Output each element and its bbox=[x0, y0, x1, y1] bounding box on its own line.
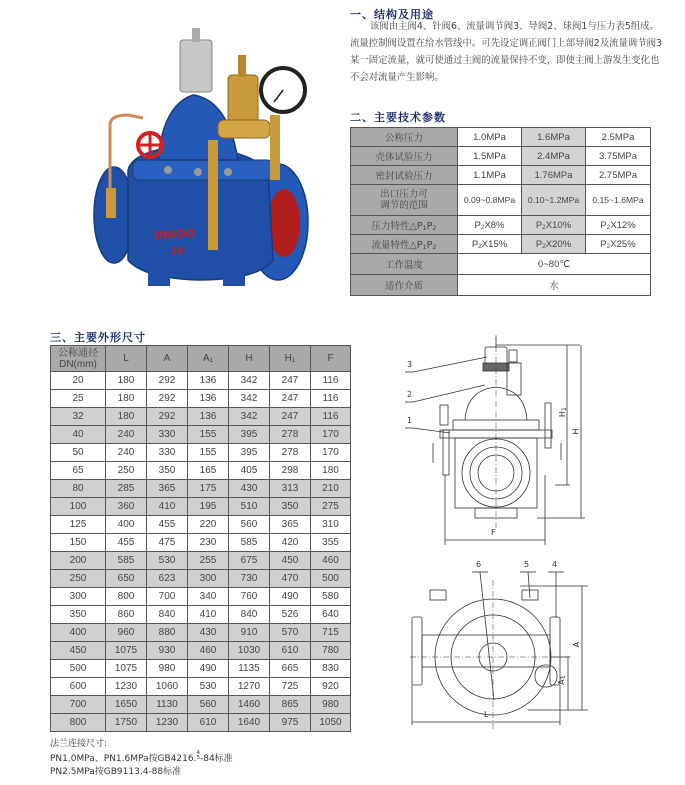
spec-row bbox=[351, 275, 651, 296]
header-h1: $H_1$ bbox=[270, 346, 311, 372]
dimension-cell: 960 bbox=[106, 624, 147, 642]
dim-label-l: L bbox=[484, 710, 489, 719]
dimension-cell: 1460 bbox=[229, 696, 270, 714]
dimension-cell: 1130 bbox=[147, 696, 188, 714]
spec-value: 1.0MPa bbox=[458, 128, 522, 147]
dimension-row bbox=[51, 462, 351, 480]
spec-value: 1.76MPa bbox=[522, 166, 586, 185]
dimension-cell: 1060 bbox=[147, 678, 188, 696]
dimension-row bbox=[51, 642, 351, 660]
dimension-cell: 700 bbox=[147, 588, 188, 606]
dimension-cell: 560 bbox=[229, 516, 270, 534]
dimension-cell: 526 bbox=[270, 606, 311, 624]
spec-value: 0.15~1.6MPa bbox=[586, 185, 651, 216]
header-dn bbox=[51, 346, 106, 372]
spec-value: $P_2X15\%$ bbox=[458, 235, 522, 254]
front-elevation-drawing bbox=[395, 335, 595, 550]
dimension-cell: 490 bbox=[188, 660, 229, 678]
dn-cell: 40 bbox=[51, 426, 106, 444]
spec-row bbox=[351, 128, 651, 147]
dimension-cell: 405 bbox=[229, 462, 270, 480]
dimension-cell: 780 bbox=[311, 642, 351, 660]
dimension-cell: 560 bbox=[188, 696, 229, 714]
top-view-drawing bbox=[410, 560, 590, 735]
dimension-row bbox=[51, 606, 351, 624]
dimension-cell: 980 bbox=[147, 660, 188, 678]
dimension-cell: 1030 bbox=[229, 642, 270, 660]
dim-label-h: H bbox=[571, 428, 581, 435]
dimension-cell: 365 bbox=[270, 516, 311, 534]
spec-label: 流量特性$\triangle P_1P_2$ bbox=[351, 235, 458, 254]
dimension-cell: 1050 bbox=[311, 714, 351, 732]
dimension-cell: 865 bbox=[270, 696, 311, 714]
dimension-cell: 400 bbox=[106, 516, 147, 534]
dimension-cell: 860 bbox=[106, 606, 147, 624]
spec-label: 壳体试验压力 bbox=[351, 147, 458, 166]
dimension-cell: 350 bbox=[270, 498, 311, 516]
dimension-cell: 530 bbox=[147, 552, 188, 570]
spec-value: 0.10~1.2MPa bbox=[522, 185, 586, 216]
spec-label-text: 流量特性△P bbox=[371, 240, 423, 251]
dimension-row bbox=[51, 552, 351, 570]
product-photo bbox=[88, 10, 338, 295]
spec-label: 适作介质 bbox=[351, 275, 458, 296]
dimension-cell: 715 bbox=[311, 624, 351, 642]
dimension-cell: 610 bbox=[188, 714, 229, 732]
dimension-cell: 255 bbox=[188, 552, 229, 570]
dimension-row bbox=[51, 588, 351, 606]
spec-row bbox=[351, 235, 651, 254]
dimension-cell: 195 bbox=[188, 498, 229, 516]
dimension-cell: 292 bbox=[147, 390, 188, 408]
dimension-header-row bbox=[51, 346, 351, 372]
dimension-cell: 760 bbox=[229, 588, 270, 606]
dimension-cell: 340 bbox=[188, 588, 229, 606]
spec-value: 0~80℃ bbox=[458, 254, 651, 275]
dn-cell: 600 bbox=[51, 678, 106, 696]
spec-label: 密封试验压力 bbox=[351, 166, 458, 185]
dimension-cell: 136 bbox=[188, 408, 229, 426]
fraction-top: 4 bbox=[196, 750, 200, 756]
dn-cell: 250 bbox=[51, 570, 106, 588]
dn-cell: 450 bbox=[51, 642, 106, 660]
dimension-row bbox=[51, 570, 351, 588]
dimension-row bbox=[51, 480, 351, 498]
dimension-cell: 585 bbox=[229, 534, 270, 552]
dimension-cell: 136 bbox=[188, 372, 229, 390]
dn-cell: 65 bbox=[51, 462, 106, 480]
dimension-cell: 640 bbox=[311, 606, 351, 624]
dimension-cell: 410 bbox=[188, 606, 229, 624]
brand-text: UNIOO bbox=[153, 226, 196, 243]
dimension-cell: 975 bbox=[270, 714, 311, 732]
dn-cell: 500 bbox=[51, 660, 106, 678]
dimension-row bbox=[51, 714, 351, 732]
spec-label: 压力特性$\triangle P_1P_2$ bbox=[351, 216, 458, 235]
dimension-cell: 725 bbox=[270, 678, 311, 696]
dimension-cell: 155 bbox=[188, 444, 229, 462]
dimension-cell: 330 bbox=[147, 444, 188, 462]
dn-cell: 300 bbox=[51, 588, 106, 606]
dimension-row bbox=[51, 624, 351, 642]
dimension-cell: 455 bbox=[147, 516, 188, 534]
callout-4: 4 bbox=[552, 560, 558, 569]
section1-title: 一、结构及用途 bbox=[350, 8, 434, 21]
top-drawing-svg bbox=[410, 560, 590, 735]
note-line bbox=[50, 751, 233, 766]
spec-value: 水 bbox=[458, 275, 651, 296]
spec-label-line: 出口压力可 bbox=[380, 189, 428, 200]
spec-value: $P_2X20\%$ bbox=[522, 235, 586, 254]
dimension-cell: 342 bbox=[229, 408, 270, 426]
dimension-cell: 650 bbox=[106, 570, 147, 588]
dimension-cell: 730 bbox=[229, 570, 270, 588]
dimension-cell: 278 bbox=[270, 426, 311, 444]
spec-value: 2.4MPa bbox=[522, 147, 586, 166]
dimension-cell: 830 bbox=[311, 660, 351, 678]
dimension-row bbox=[51, 390, 351, 408]
dimension-cell: 170 bbox=[311, 444, 351, 462]
dimension-cell: 116 bbox=[311, 390, 351, 408]
dimension-cell: 675 bbox=[229, 552, 270, 570]
dimension-cell: 980 bbox=[311, 696, 351, 714]
dimension-cell: 930 bbox=[147, 642, 188, 660]
dimension-cell: 430 bbox=[229, 480, 270, 498]
callout-1: 1 bbox=[407, 416, 413, 425]
dimension-cell: 800 bbox=[106, 588, 147, 606]
dimension-row bbox=[51, 426, 351, 444]
note-text: PN1.0MPa、PN1.6MPa按GB4216. bbox=[50, 754, 197, 764]
dn-cell: 32 bbox=[51, 408, 106, 426]
spec-value: 1.5MPa bbox=[458, 147, 522, 166]
dimension-cell: 1135 bbox=[229, 660, 270, 678]
dimension-cell: 247 bbox=[270, 390, 311, 408]
spec-value: 0.09~0.8MPa bbox=[458, 185, 522, 216]
note-text: -84标准 bbox=[199, 754, 233, 764]
dimension-cell: 180 bbox=[106, 390, 147, 408]
header-dn-line: 公称通径 bbox=[58, 347, 98, 359]
dim-label-a: A bbox=[572, 641, 582, 648]
dimension-cell: 500 bbox=[311, 570, 351, 588]
dimension-cell: 292 bbox=[147, 408, 188, 426]
dimension-cell: 455 bbox=[106, 534, 147, 552]
spec-label: 工作温度 bbox=[351, 254, 458, 275]
dimension-cell: 285 bbox=[106, 480, 147, 498]
callout-6: 6 bbox=[476, 560, 482, 569]
dimension-row bbox=[51, 678, 351, 696]
spec-row bbox=[351, 166, 651, 185]
spec-value: $P_2X10\%$ bbox=[522, 216, 586, 235]
spec-value: 2.5MPa bbox=[586, 128, 651, 147]
spec-value: $P_2X12\%$ bbox=[586, 216, 651, 235]
spec-row bbox=[351, 147, 651, 166]
dimension-cell: 116 bbox=[311, 372, 351, 390]
dimension-cell: 210 bbox=[311, 480, 351, 498]
section2-title: 二、主要技术参数 bbox=[350, 111, 446, 124]
spec-label: 公称压力 bbox=[351, 128, 458, 147]
header-a1: $A_1$ bbox=[188, 346, 229, 372]
dimension-cell: 365 bbox=[147, 480, 188, 498]
dimension-cell: 240 bbox=[106, 426, 147, 444]
dimension-cell: 165 bbox=[188, 462, 229, 480]
note-line: PN2.5MPa按GB9113.4-88标准 bbox=[50, 767, 182, 777]
dimension-row bbox=[51, 516, 351, 534]
dimension-cell: 580 bbox=[311, 588, 351, 606]
header-f: F bbox=[311, 346, 351, 372]
dimension-row bbox=[51, 660, 351, 678]
dimension-cell: 136 bbox=[188, 390, 229, 408]
dimension-cell: 840 bbox=[147, 606, 188, 624]
dimension-cell: 570 bbox=[270, 624, 311, 642]
dimension-cell: 310 bbox=[311, 516, 351, 534]
dimension-cell: 430 bbox=[188, 624, 229, 642]
dimension-cell: 298 bbox=[270, 462, 311, 480]
spec-row bbox=[351, 254, 651, 275]
dimension-cell: 355 bbox=[311, 534, 351, 552]
dimension-cell: 342 bbox=[229, 372, 270, 390]
dim-label-f: F bbox=[491, 528, 496, 537]
dimension-cell: 116 bbox=[311, 408, 351, 426]
dimension-cell: 475 bbox=[147, 534, 188, 552]
dn-cell: 50 bbox=[51, 444, 106, 462]
dimension-cell: 350 bbox=[147, 462, 188, 480]
dimension-cell: 330 bbox=[147, 426, 188, 444]
callout-2: 2 bbox=[407, 390, 413, 399]
dimension-row bbox=[51, 444, 351, 462]
callout-3: 3 bbox=[407, 360, 413, 369]
dimension-cell: 880 bbox=[147, 624, 188, 642]
dimension-cell: 247 bbox=[270, 372, 311, 390]
spec-value: 3.75MPa bbox=[586, 147, 651, 166]
dimension-cell: 420 bbox=[270, 534, 311, 552]
dn-cell: 200 bbox=[51, 552, 106, 570]
dimension-cell: 1075 bbox=[106, 660, 147, 678]
dimension-row bbox=[51, 696, 351, 714]
dimension-cell: 460 bbox=[188, 642, 229, 660]
note-line: 法兰连接尺寸: bbox=[50, 739, 108, 749]
dimension-cell: 313 bbox=[270, 480, 311, 498]
dn-cell: 125 bbox=[51, 516, 106, 534]
spec-label-line: 调节的范围 bbox=[380, 200, 428, 211]
header-h: H bbox=[229, 346, 270, 372]
dn-cell: 800 bbox=[51, 714, 106, 732]
dimension-cell: 1230 bbox=[106, 678, 147, 696]
dimension-table bbox=[50, 345, 351, 732]
dimension-row bbox=[51, 372, 351, 390]
dimension-cell: 342 bbox=[229, 390, 270, 408]
dimension-cell: 490 bbox=[270, 588, 311, 606]
dimension-cell: 1075 bbox=[106, 642, 147, 660]
header-dn-line: DN(mm) bbox=[59, 358, 97, 370]
dimension-cell: 840 bbox=[229, 606, 270, 624]
dimension-cell: 910 bbox=[229, 624, 270, 642]
dn-cell: 20 bbox=[51, 372, 106, 390]
dimension-cell: 180 bbox=[311, 462, 351, 480]
dimension-cell: 220 bbox=[188, 516, 229, 534]
dn-cell: 700 bbox=[51, 696, 106, 714]
dimension-cell: 300 bbox=[188, 570, 229, 588]
valve-illustration bbox=[88, 10, 338, 295]
dimension-cell: 585 bbox=[106, 552, 147, 570]
dimension-cell: 247 bbox=[270, 408, 311, 426]
dimension-cell: 170 bbox=[311, 426, 351, 444]
dimension-cell: 510 bbox=[229, 498, 270, 516]
spec-value: $P_2X25\%$ bbox=[586, 235, 651, 254]
dimension-cell: 292 bbox=[147, 372, 188, 390]
spec-value: 1.1MPa bbox=[458, 166, 522, 185]
spec-label bbox=[351, 185, 458, 216]
dimension-cell: 470 bbox=[270, 570, 311, 588]
dimension-cell: 1750 bbox=[106, 714, 147, 732]
dimension-cell: 1270 bbox=[229, 678, 270, 696]
dimension-cell: 155 bbox=[188, 426, 229, 444]
dimension-row bbox=[51, 498, 351, 516]
dimension-cell: 395 bbox=[229, 426, 270, 444]
dimension-cell: 250 bbox=[106, 462, 147, 480]
size-text: 16 bbox=[170, 246, 184, 257]
dimension-cell: 450 bbox=[270, 552, 311, 570]
dimension-cell: 240 bbox=[106, 444, 147, 462]
dimension-cell: 1640 bbox=[229, 714, 270, 732]
dimension-cell: 1230 bbox=[147, 714, 188, 732]
section1-paragraph: 该阀由主阀4、针阀6、流量调节阀3、导阀2、球阀1与压力表5组成。流量控制阀设置在给水管线中。可先设定调正阀门上部导阀2及流量调节阀3某一固定流量，就可使通过主阀的流量保持不变，即使主阀上游发生变化也不会对流量产生影响。 bbox=[350, 21, 662, 83]
dimension-cell: 665 bbox=[270, 660, 311, 678]
dn-cell: 25 bbox=[51, 390, 106, 408]
header-l: L bbox=[106, 346, 147, 372]
spec-value: 2.75MPa bbox=[586, 166, 651, 185]
spec-value: $P_2X8\%$ bbox=[458, 216, 522, 235]
dn-cell: 400 bbox=[51, 624, 106, 642]
section3-title: 三、主要外形尺寸 bbox=[50, 331, 146, 344]
spec-table bbox=[350, 127, 651, 296]
dn-cell: 80 bbox=[51, 480, 106, 498]
header-a: A bbox=[147, 346, 188, 372]
dn-cell: 100 bbox=[51, 498, 106, 516]
dimension-cell: 278 bbox=[270, 444, 311, 462]
dimension-cell: 360 bbox=[106, 498, 147, 516]
dimension-cell: 410 bbox=[147, 498, 188, 516]
fraction-bottom: 5 bbox=[196, 755, 200, 761]
spec-row bbox=[351, 185, 651, 216]
front-drawing-svg bbox=[395, 335, 595, 550]
dimension-cell: 920 bbox=[311, 678, 351, 696]
dimension-cell: 623 bbox=[147, 570, 188, 588]
dimension-cell: 395 bbox=[229, 444, 270, 462]
dimension-row bbox=[51, 534, 351, 552]
spec-row bbox=[351, 216, 651, 235]
dim-label-h1: $H_1$ bbox=[558, 406, 569, 418]
spec-value: 1.6MPa bbox=[522, 128, 586, 147]
dimension-cell: 460 bbox=[311, 552, 351, 570]
dimension-cell: 180 bbox=[106, 372, 147, 390]
dn-cell: 150 bbox=[51, 534, 106, 552]
dimension-cell: 530 bbox=[188, 678, 229, 696]
dim-label-a1: $A_1$ bbox=[556, 675, 567, 685]
dimension-cell: 1650 bbox=[106, 696, 147, 714]
callout-5: 5 bbox=[524, 560, 530, 569]
dimension-cell: 230 bbox=[188, 534, 229, 552]
dimension-row bbox=[51, 408, 351, 426]
dimension-cell: 275 bbox=[311, 498, 351, 516]
flange-notes bbox=[50, 738, 233, 779]
dimension-cell: 610 bbox=[270, 642, 311, 660]
dimension-cell: 175 bbox=[188, 480, 229, 498]
dn-cell: 350 bbox=[51, 606, 106, 624]
dimension-cell: 180 bbox=[106, 408, 147, 426]
spec-label-text: 压力特性△P bbox=[371, 221, 423, 232]
